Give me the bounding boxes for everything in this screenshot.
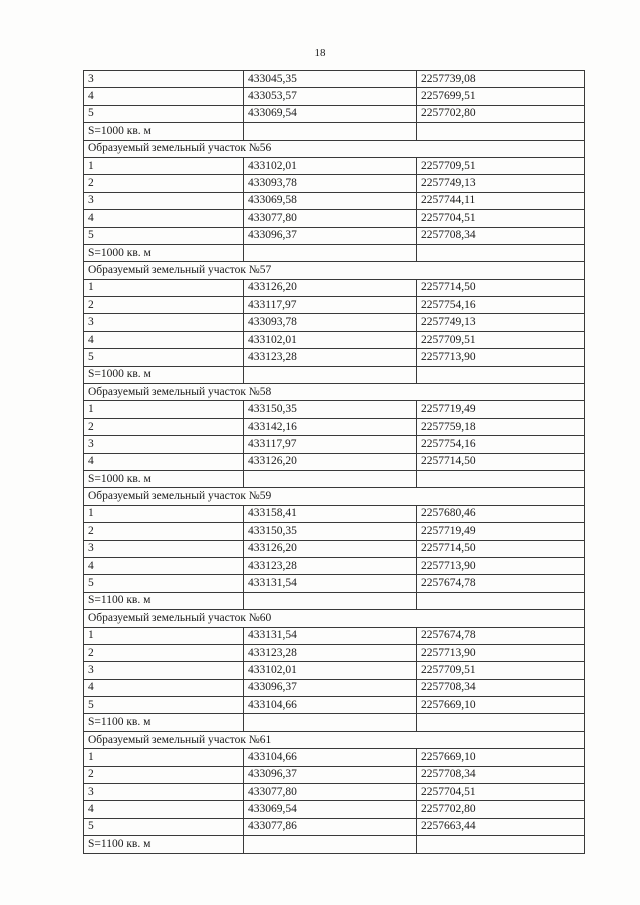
y-coordinate-cell: 2257699,51 [417,88,585,105]
point-number-cell: 4 [84,679,244,696]
point-row [84,314,585,331]
point-row [84,557,585,574]
plot-header-row [84,488,585,505]
empty-cell [417,366,585,383]
x-coordinate-cell: 433142,16 [244,418,417,435]
area-row [84,714,585,731]
point-row [84,88,585,105]
empty-cell [244,244,417,261]
point-number-cell: 5 [84,818,244,835]
y-coordinate-cell: 2257709,51 [417,157,585,174]
point-number-cell: 5 [84,697,244,714]
y-coordinate-cell: 2257704,51 [417,784,585,801]
x-coordinate-cell: 433123,28 [244,349,417,366]
empty-cell [244,470,417,487]
plot-header-row [84,262,585,279]
y-coordinate-cell: 2257704,51 [417,210,585,227]
x-coordinate-cell: 433131,54 [244,627,417,644]
point-number-cell: 4 [84,801,244,818]
x-coordinate-cell: 433131,54 [244,575,417,592]
point-number-cell: 1 [84,627,244,644]
x-coordinate-cell: 433123,28 [244,644,417,661]
point-row [84,505,585,522]
empty-cell [244,592,417,609]
point-row [84,227,585,244]
empty-cell [417,470,585,487]
y-coordinate-cell: 2257719,49 [417,401,585,418]
y-coordinate-cell: 2257713,90 [417,557,585,574]
y-coordinate-cell: 2257709,51 [417,662,585,679]
y-coordinate-cell: 2257719,49 [417,523,585,540]
coordinates-table [83,70,585,854]
y-coordinate-cell: 2257714,50 [417,453,585,470]
x-coordinate-cell: 433102,01 [244,331,417,348]
empty-cell [417,836,585,853]
point-number-cell: 3 [84,192,244,209]
plot-header-cell: Образуемый земельный участок №61 [84,731,585,748]
x-coordinate-cell: 433096,37 [244,227,417,244]
plot-header-row [84,384,585,401]
empty-cell [417,244,585,261]
x-coordinate-cell: 433117,97 [244,436,417,453]
empty-cell [244,123,417,140]
empty-cell [417,714,585,731]
x-coordinate-cell: 433126,20 [244,453,417,470]
x-coordinate-cell: 433077,86 [244,818,417,835]
y-coordinate-cell: 2257708,34 [417,766,585,783]
point-number-cell: 5 [84,227,244,244]
point-number-cell: 4 [84,210,244,227]
area-cell: S=1000 кв. м [84,244,244,261]
y-coordinate-cell: 2257754,16 [417,297,585,314]
x-coordinate-cell: 433126,20 [244,279,417,296]
empty-cell [244,714,417,731]
point-row [84,801,585,818]
point-row [84,175,585,192]
plot-header-cell: Образуемый земельный участок №59 [84,488,585,505]
point-number-cell: 2 [84,297,244,314]
point-row [84,297,585,314]
area-row [84,470,585,487]
point-row [84,331,585,348]
point-number-cell: 4 [84,453,244,470]
y-coordinate-cell: 2257759,18 [417,418,585,435]
point-number-cell: 4 [84,88,244,105]
y-coordinate-cell: 2257714,50 [417,540,585,557]
area-cell: S=1100 кв. м [84,592,244,609]
page-number: 18 [314,47,326,59]
area-cell: S=1100 кв. м [84,836,244,853]
x-coordinate-cell: 433126,20 [244,540,417,557]
x-coordinate-cell: 433069,54 [244,801,417,818]
point-row [84,644,585,661]
point-row [84,749,585,766]
x-coordinate-cell: 433096,37 [244,766,417,783]
x-coordinate-cell: 433053,57 [244,88,417,105]
x-coordinate-cell: 433069,58 [244,192,417,209]
point-number-cell: 3 [84,662,244,679]
y-coordinate-cell: 2257669,10 [417,697,585,714]
area-cell: S=1100 кв. м [84,714,244,731]
x-coordinate-cell: 433102,01 [244,157,417,174]
empty-cell [244,836,417,853]
point-number-cell: 1 [84,157,244,174]
x-coordinate-cell: 433077,80 [244,784,417,801]
point-row [84,523,585,540]
point-row [84,436,585,453]
x-coordinate-cell: 433150,35 [244,523,417,540]
x-coordinate-cell: 433096,37 [244,679,417,696]
y-coordinate-cell: 2257674,78 [417,627,585,644]
point-row [84,210,585,227]
area-row [84,123,585,140]
point-number-cell: 3 [84,314,244,331]
point-number-cell: 2 [84,644,244,661]
point-number-cell: 1 [84,505,244,522]
y-coordinate-cell: 2257708,34 [417,227,585,244]
area-row [84,836,585,853]
y-coordinate-cell: 2257709,51 [417,331,585,348]
plot-header-row [84,140,585,157]
point-row [84,818,585,835]
point-number-cell: 1 [84,279,244,296]
area-cell: S=1000 кв. м [84,470,244,487]
point-row [84,279,585,296]
x-coordinate-cell: 433102,01 [244,662,417,679]
point-number-cell: 5 [84,575,244,592]
x-coordinate-cell: 433093,78 [244,175,417,192]
point-row [84,71,585,88]
point-number-cell: 3 [84,436,244,453]
y-coordinate-cell: 2257744,11 [417,192,585,209]
empty-cell [244,366,417,383]
y-coordinate-cell: 2257708,34 [417,679,585,696]
x-coordinate-cell: 433104,66 [244,697,417,714]
y-coordinate-cell: 2257754,16 [417,436,585,453]
plot-header-cell: Образуемый земельный участок №56 [84,140,585,157]
point-row [84,157,585,174]
point-row [84,349,585,366]
y-coordinate-cell: 2257702,80 [417,105,585,122]
x-coordinate-cell: 433093,78 [244,314,417,331]
y-coordinate-cell: 2257702,80 [417,801,585,818]
point-row [84,627,585,644]
point-number-cell: 2 [84,418,244,435]
x-coordinate-cell: 433077,80 [244,210,417,227]
y-coordinate-cell: 2257663,44 [417,818,585,835]
point-row [84,540,585,557]
x-coordinate-cell: 433150,35 [244,401,417,418]
point-number-cell: 4 [84,331,244,348]
y-coordinate-cell: 2257669,10 [417,749,585,766]
plot-header-row [84,610,585,627]
x-coordinate-cell: 433117,97 [244,297,417,314]
point-row [84,662,585,679]
point-row [84,418,585,435]
plot-header-cell: Образуемый земельный участок №57 [84,262,585,279]
x-coordinate-cell: 433069,54 [244,105,417,122]
plot-header-cell: Образуемый земельный участок №60 [84,610,585,627]
x-coordinate-cell: 433104,66 [244,749,417,766]
area-cell: S=1000 кв. м [84,123,244,140]
x-coordinate-cell: 433045,35 [244,71,417,88]
point-row [84,105,585,122]
point-row [84,679,585,696]
point-number-cell: 1 [84,401,244,418]
point-row [84,697,585,714]
point-row [84,453,585,470]
empty-cell [417,592,585,609]
point-number-cell: 2 [84,523,244,540]
y-coordinate-cell: 2257674,78 [417,575,585,592]
point-number-cell: 5 [84,105,244,122]
coordinates-table-body [84,71,585,854]
point-number-cell: 5 [84,349,244,366]
empty-cell [417,123,585,140]
point-row [84,401,585,418]
area-row [84,244,585,261]
x-coordinate-cell: 433158,41 [244,505,417,522]
y-coordinate-cell: 2257713,90 [417,644,585,661]
plot-header-cell: Образуемый земельный участок №58 [84,384,585,401]
y-coordinate-cell: 2257749,13 [417,175,585,192]
point-number-cell: 3 [84,540,244,557]
area-row [84,366,585,383]
point-number-cell: 2 [84,175,244,192]
point-number-cell: 1 [84,749,244,766]
y-coordinate-cell: 2257739,08 [417,71,585,88]
y-coordinate-cell: 2257713,90 [417,349,585,366]
point-number-cell: 2 [84,766,244,783]
point-number-cell: 3 [84,71,244,88]
area-row [84,592,585,609]
point-row [84,575,585,592]
point-number-cell: 3 [84,784,244,801]
plot-header-row [84,731,585,748]
y-coordinate-cell: 2257714,50 [417,279,585,296]
point-number-cell: 4 [84,557,244,574]
x-coordinate-cell: 433123,28 [244,557,417,574]
point-row [84,766,585,783]
y-coordinate-cell: 2257680,46 [417,505,585,522]
point-row [84,192,585,209]
y-coordinate-cell: 2257749,13 [417,314,585,331]
area-cell: S=1000 кв. м [84,366,244,383]
point-row [84,784,585,801]
